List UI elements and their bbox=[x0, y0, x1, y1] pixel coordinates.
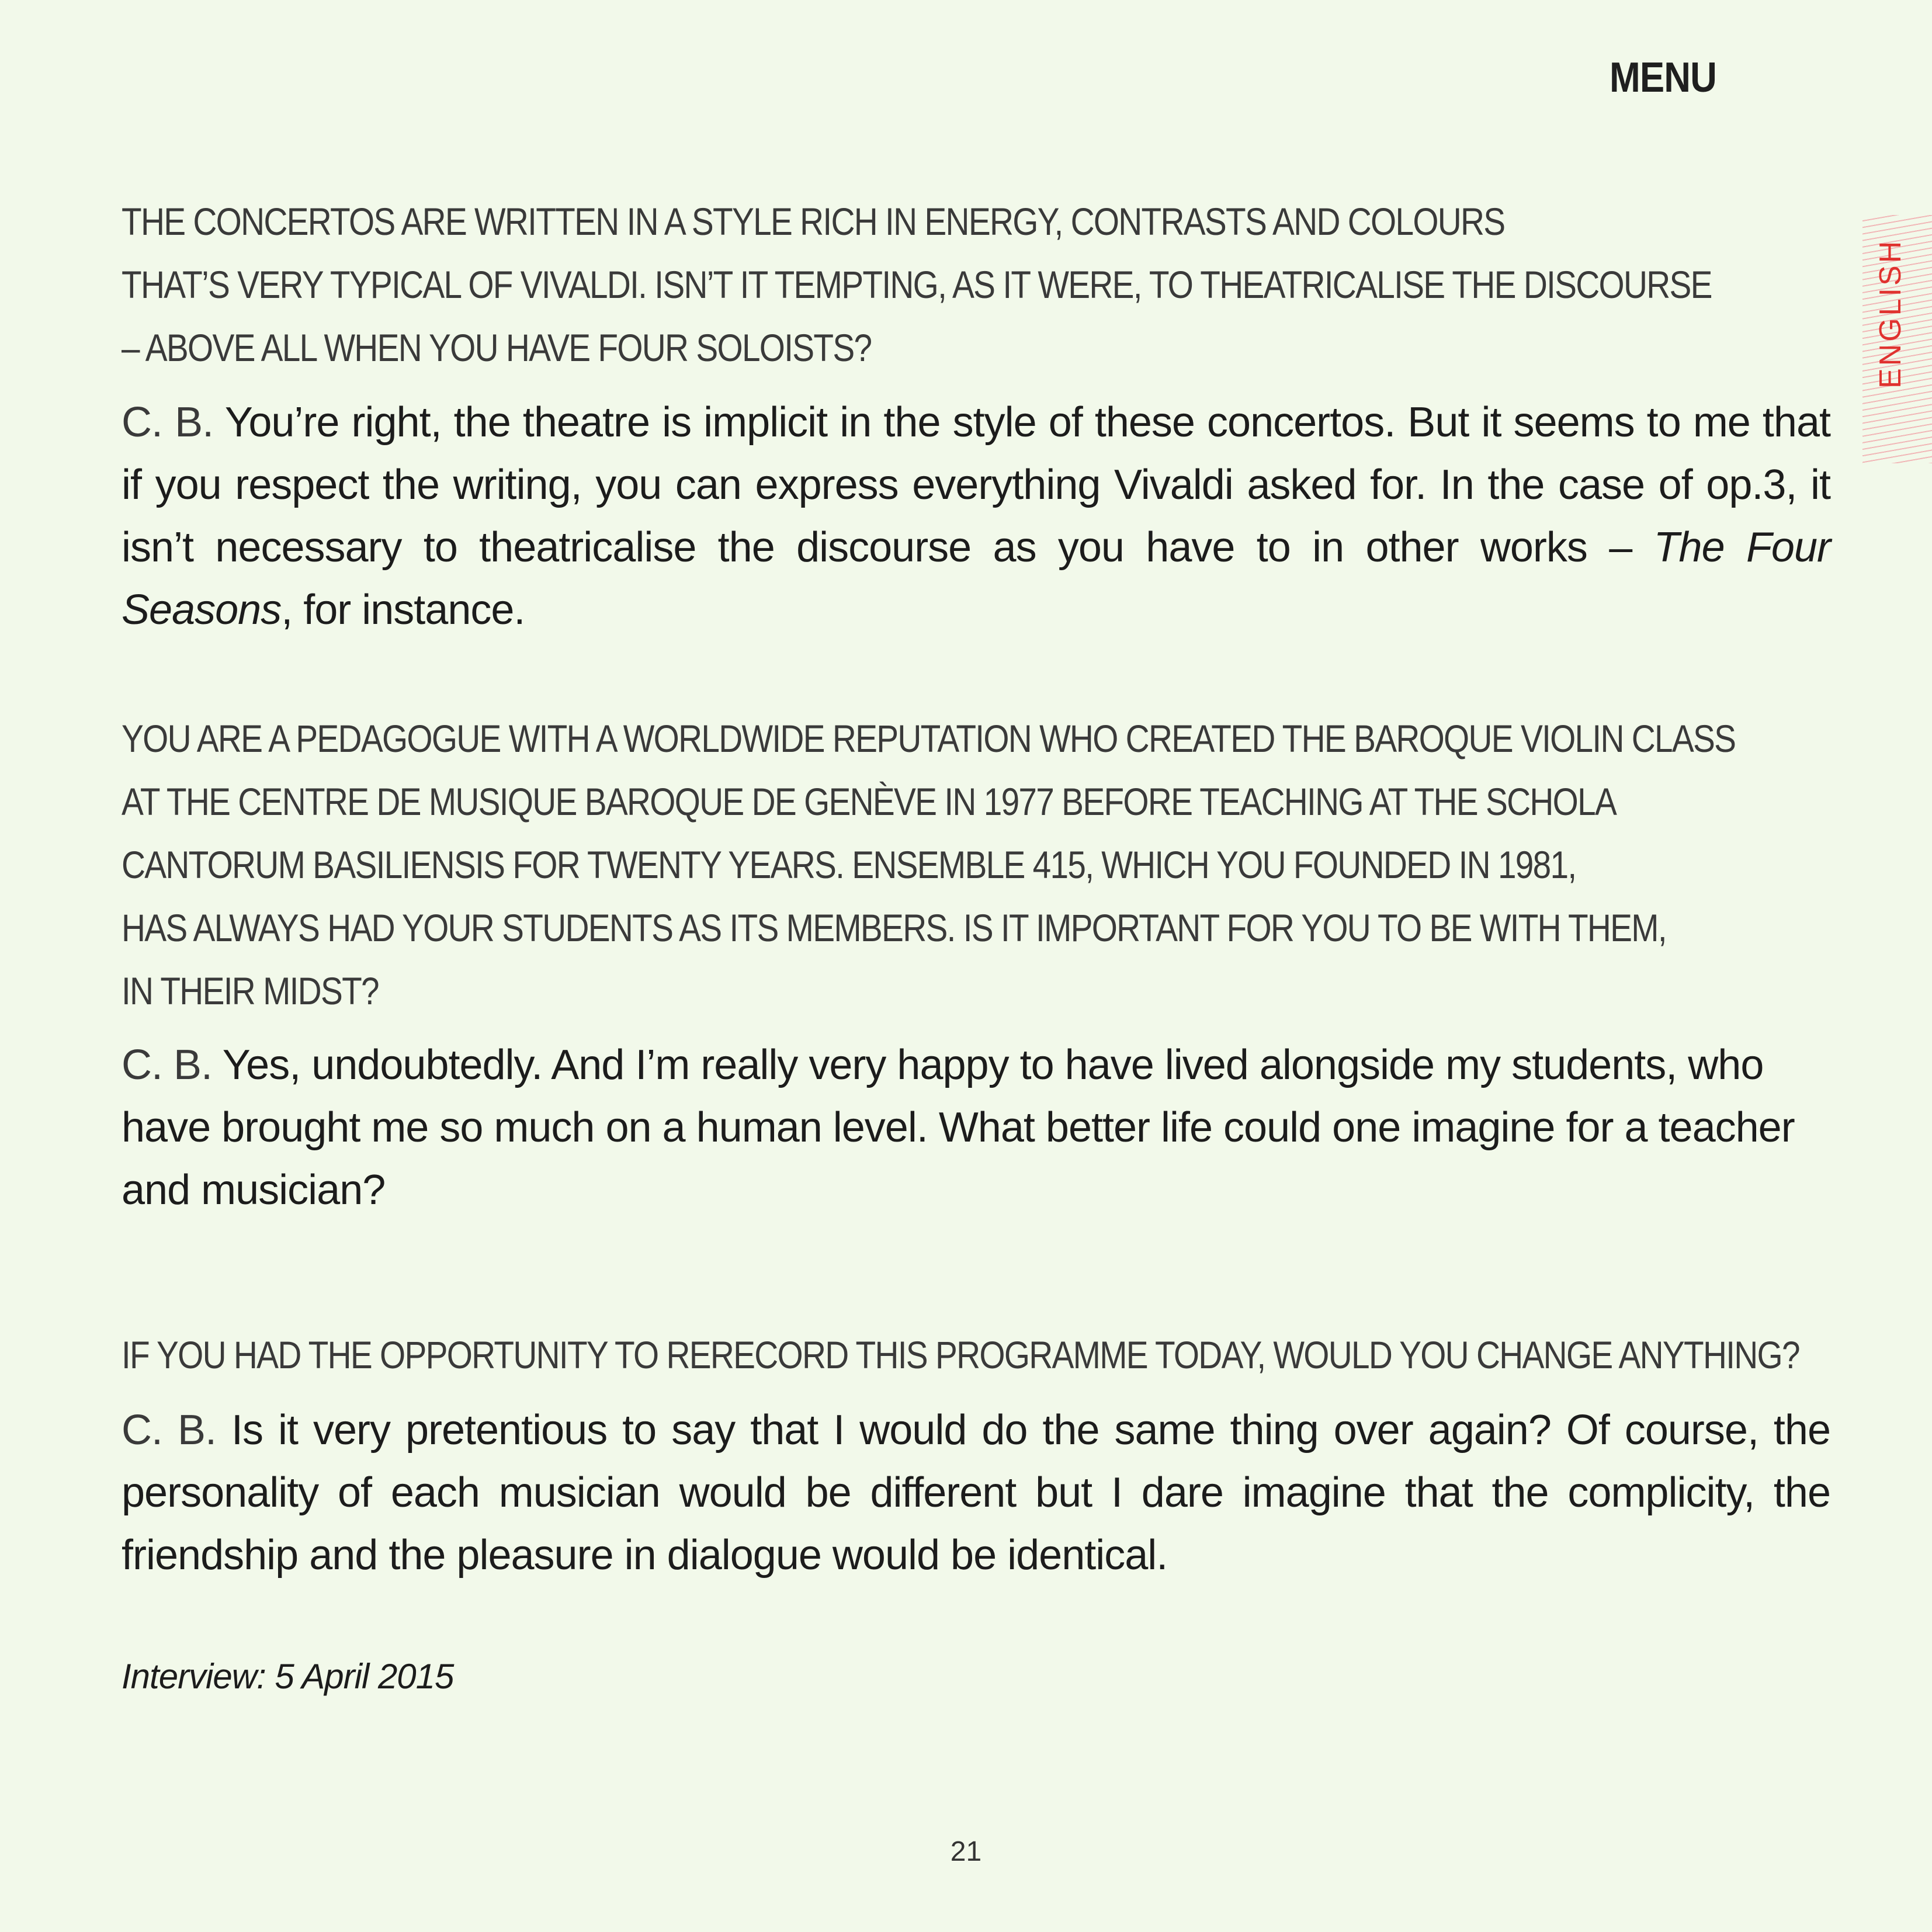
answer-3-text: Is it very pretentious to say that I would do the same thing over again? Of course, the personality of each musician would be different but I dare imagine that the complicity, the friendship and the pleasure in dialogue would be identical. bbox=[122, 1407, 1831, 1579]
answer-3 bbox=[122, 1399, 1830, 1587]
answer-1-italic-title: The Four Seasons bbox=[122, 524, 1830, 633]
speaker-initials: C. B. bbox=[122, 1407, 217, 1454]
question-2: YOU ARE A PEDAGOGUE WITH A WORLDWIDE REPUTATION WHO CREATED THE BAROQUE VIOLIN CLASS AT THE CENTRE DE MUSIQUE BAROQUE DE GENÈVE IN 1977 BEFORE TEACHING AT THE SCHOLA CANTORUM BASILIENSIS FOR TWENTY YEARS. ENSEMBLE 415, WHICH YOU FOUNDED IN 1981, HAS ALWAYS HAD YOUR STUDENTS AS ITS MEMBERS. IS IT IMPORTANT FOR YOU TO BE WITH THEM, IN THEIR MIDST? bbox=[122, 717, 1736, 1012]
answer-2 bbox=[122, 1034, 1830, 1222]
page-number: 21 bbox=[950, 1836, 982, 1867]
question-3: IF YOU HAD THE OPPORTUNITY TO RERECORD THIS PROGRAMME TODAY, WOULD YOU CHANGE ANYTHING? bbox=[122, 1333, 1799, 1376]
question-1: THE CONCERTOS ARE WRITTEN IN A STYLE RICH IN ENERGY, CONTRASTS AND COLOURS THAT’S VERY TYPICAL OF VIVALDI. ISN’T IT TEMPTING, AS IT WERE, TO THEATRICALISE THE DISCOURSE – ABOVE ALL WHEN YOU HAVE FOUR SOLOISTS? bbox=[122, 200, 1712, 369]
language-tab-english[interactable]: ENGLISH bbox=[1874, 238, 1907, 389]
speaker-initials: C. B. bbox=[122, 399, 214, 446]
answer-1-text-end: , for instance. bbox=[281, 587, 525, 633]
answer-1 bbox=[122, 391, 1830, 641]
menu-button[interactable]: MENU bbox=[1610, 54, 1717, 101]
answer-2-text: Yes, undoubtedly. And I’m really very happy to have lived alongside my students, who have brought me so much on a human level. What better life could one imagine for a teacher and musician? bbox=[122, 1042, 1795, 1213]
answer-1-text: You’re right, the theatre is implicit in the style of these concertos. But it seems to me that if you respect the writing, you can express everything Vivaldi asked for. In the case of op.3, it isn’t necessary to theatricalise the discourse as you have to in other works – bbox=[122, 399, 1831, 571]
interview-date: Interview: 5 April 2015 bbox=[122, 1657, 454, 1696]
speaker-initials: C. B. bbox=[122, 1042, 213, 1088]
